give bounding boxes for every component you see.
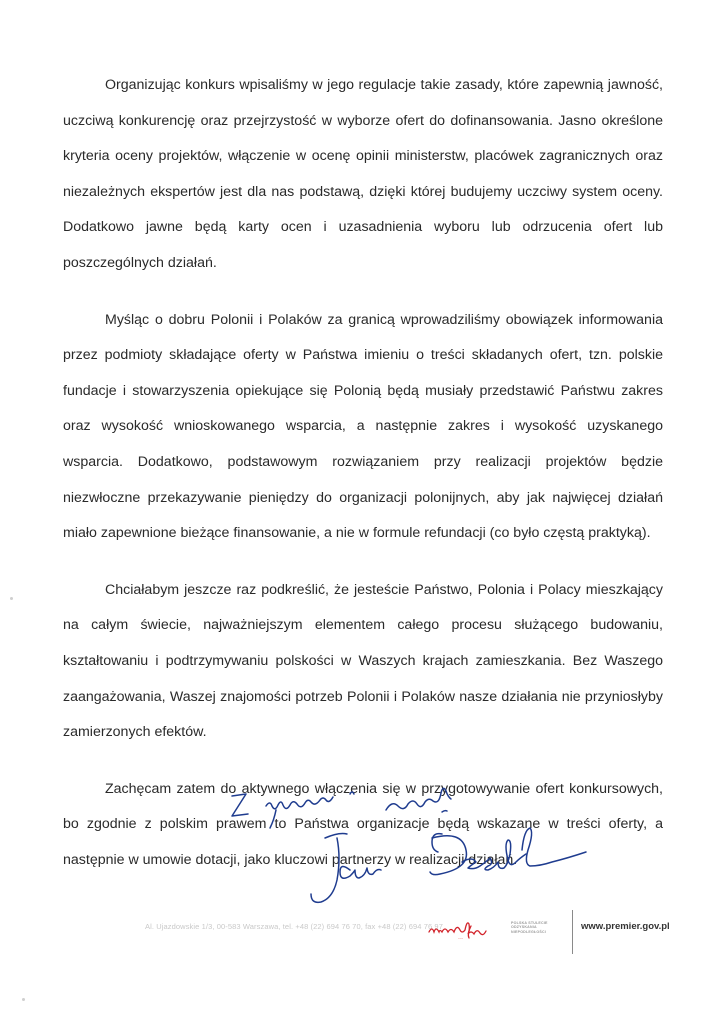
paragraph-encouragement: Zachęcam zatem do aktywnego włączenia się w przygotowywanie ofert konkursowych, bo zgodnie z polskim prawem to Państwa organizacje będą wskazane w treści oferty, a następnie w umowie dotacji, jako kluczowi partnerzy w realizacji działań. xyxy=(63,780,663,868)
logo-caption: POLSKA STULECIE ODZYSKANIA NIEPODLEGŁOŚCI xyxy=(511,921,548,934)
footer-website-link[interactable]: www.premier.gov.pl xyxy=(581,921,670,932)
scan-artifact-dot xyxy=(10,597,13,600)
paragraph-polonia-importance: Chciałabym jeszcze raz podkreślić, że jesteście Państwo, Polonia i Polacy mieszkający na całym świecie, najważniejszym elementem całego procesu służącego budowaniu, kształtowaniu i podtrzymywaniu polskości w Waszych krajach zamieszkania. Bez Waszego zaangażowania, Waszej znajomości potrzeb Polonii i Polaków nasze działania nie przyniosłyby zamierzonych efektów. xyxy=(63,581,663,741)
paragraph-transparency: Organizując konkurs wpisaliśmy w jego regulacje takie zasady, które zapewnią jawność, uczciwą konkurencję oraz przejrzystość w wyborze ofert do dofinansowania. Jasno określone kryteria oceny projektów, włączenie w ocenę opinii ministerstw, placówek zagranicznych oraz niezależnych ekspertów jest dla nas podstawą, dzięki której budujemy uczciwy system oceny. Dodatkowo jawne będą karty ocen i uzasadnienia wyboru lub odrzucenia ofert lub poszczególnych działań. xyxy=(63,77,663,271)
niepodlegla-logo xyxy=(427,918,489,940)
logo-script-text: niepodległa xyxy=(458,939,464,940)
footer-address: Al. Ujazdowskie 1/3, 00-583 Warszawa, tel. +48 (22) 694 76 70, fax +48 (22) 694 76 97 xyxy=(145,922,443,931)
letter-body xyxy=(63,68,663,899)
handwritten-signature xyxy=(210,780,630,910)
footer-divider xyxy=(572,910,573,954)
scan-artifact-dot xyxy=(22,998,25,1001)
letter-footer xyxy=(145,920,670,950)
paragraph-informing-obligation: Myśląc o dobru Polonii i Polaków za granicą wprowadziliśmy obowiązek informowania przez podmioty składające oferty w Państwa imieniu o treści składanych ofert, tzn. polskie fundacje i stowarzyszenia opiekujące się Polonią będą musiały przedstawić Państwu zakres oraz wysokość wnioskowanego wsparcia, a następnie zakres i wysokość uzyskanego wsparcia. Dodatkowo, podstawowym rozwiązaniem przy realizacji projektów będzie niezwłoczne przekazywanie pieniędzy do organizacji polonijnych, aby jak najwięcej działań miało zapewnione bieżące finansowanie, a nie w formule refundacji (co było częstą praktyką). xyxy=(63,311,663,542)
